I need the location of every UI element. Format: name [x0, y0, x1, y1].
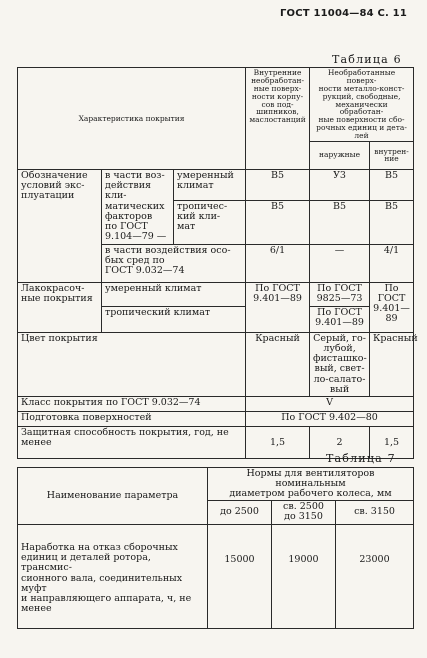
color-inner2: Красный	[370, 332, 414, 397]
class-label: Класс покрытия по ГОСТ 9.032—74	[18, 397, 246, 412]
protect-label: Защитная способность покрытия, год, не менее	[18, 427, 246, 459]
paint-tropical-label: тропический климат	[102, 306, 246, 332]
mtbf-value-2: 19000	[272, 524, 336, 628]
row-operation-label: Обозначение условий экс- плуатации	[18, 169, 102, 282]
prep-value: По ГОСТ 9.402—80	[246, 412, 414, 427]
paint-inner2-value: По ГОСТ 9.401—89	[370, 282, 414, 332]
mtbf-value-1: 15000	[208, 524, 272, 628]
color-inner: Красный	[246, 332, 310, 397]
r1-inner2: В5	[370, 169, 414, 200]
color-label: Цвет покрытия	[18, 332, 246, 397]
paint-inner-value: По ГОСТ 9.401—89	[246, 282, 310, 332]
class-value: V	[246, 397, 414, 412]
r1-outer: У3	[310, 169, 370, 200]
header-unmachined-surfaces: Необработанные поверх- ности металло-конст- рукций, свободные, механически обработан- ные поверхности сбо- рочных единиц и дета- лей	[310, 68, 414, 142]
prep-label: Подготовка поверхностей	[18, 412, 246, 427]
protect-outer: 2	[310, 427, 370, 459]
paint-label: Лакокрасоч- ные покрытия	[18, 282, 102, 332]
r3-inner2: 4/1	[370, 244, 414, 282]
mtbf-label: Наработка на отказ сборочных единиц и деталей ротора, трансмис- сионного вала, соединительных муфт и направляющего аппарата, ч, не менее	[18, 524, 208, 628]
media-part-label: в части воздействия осо- бых сред по ГОСТ 9.032—74	[102, 244, 246, 282]
col-2500-3150: св. 2500 до 3150	[272, 500, 336, 524]
col-to-2500: до 2500	[208, 500, 272, 524]
tropical-climate-label: тропичес- кий кли- мат	[174, 200, 246, 244]
header-outer: наружные	[310, 141, 370, 169]
r3-outer: —	[310, 244, 370, 282]
paint-outer-value: По ГОСТ 9825—73	[310, 282, 370, 306]
mtbf-value-3: 23000	[336, 524, 414, 628]
page-header: ГОСТ 11004—84 С. 11	[279, 8, 407, 19]
r2-inner2: В5	[370, 200, 414, 244]
moderate-climate-label: умеренный климат	[174, 169, 246, 200]
r2-inner: В5	[246, 200, 310, 244]
table-6	[17, 67, 418, 459]
paint-moderate-label: умеренный климат	[102, 282, 246, 306]
r3-inner: 6/1	[246, 244, 310, 282]
r2-outer: В5	[310, 200, 370, 244]
table-6-caption: Таблица 6	[332, 53, 402, 66]
paint-outer-value-2: По ГОСТ 9.401—89	[310, 306, 370, 332]
param-header: Наименование параметра	[18, 468, 208, 525]
table-7-caption: Таблица 7	[326, 452, 396, 465]
r1-inner: В5	[246, 169, 310, 200]
col-over-3150: св. 3150	[336, 500, 414, 524]
climate-part-label: в части воз- действия кли- матических факторов по ГОСТ 9.104—79 —	[102, 169, 174, 244]
color-outer: Серый, го- лубой, фисташко- вый, свет- ло-салато- вый	[310, 332, 370, 397]
table-7	[17, 467, 414, 629]
header-inner2: внутрен- ние	[370, 141, 414, 169]
protect-inner2: 1,5	[370, 427, 414, 459]
header-characteristic: Характеристика покрытия	[18, 68, 246, 170]
header-inner-surfaces: Внутренние необработан- ные поверх- ности корпу- сов под- шипников, маслостанций	[246, 68, 310, 170]
norms-header: Нормы для вентиляторов номинальным диаметром рабочего колеса, мм	[208, 468, 414, 501]
protect-inner: 1,5	[246, 427, 310, 459]
